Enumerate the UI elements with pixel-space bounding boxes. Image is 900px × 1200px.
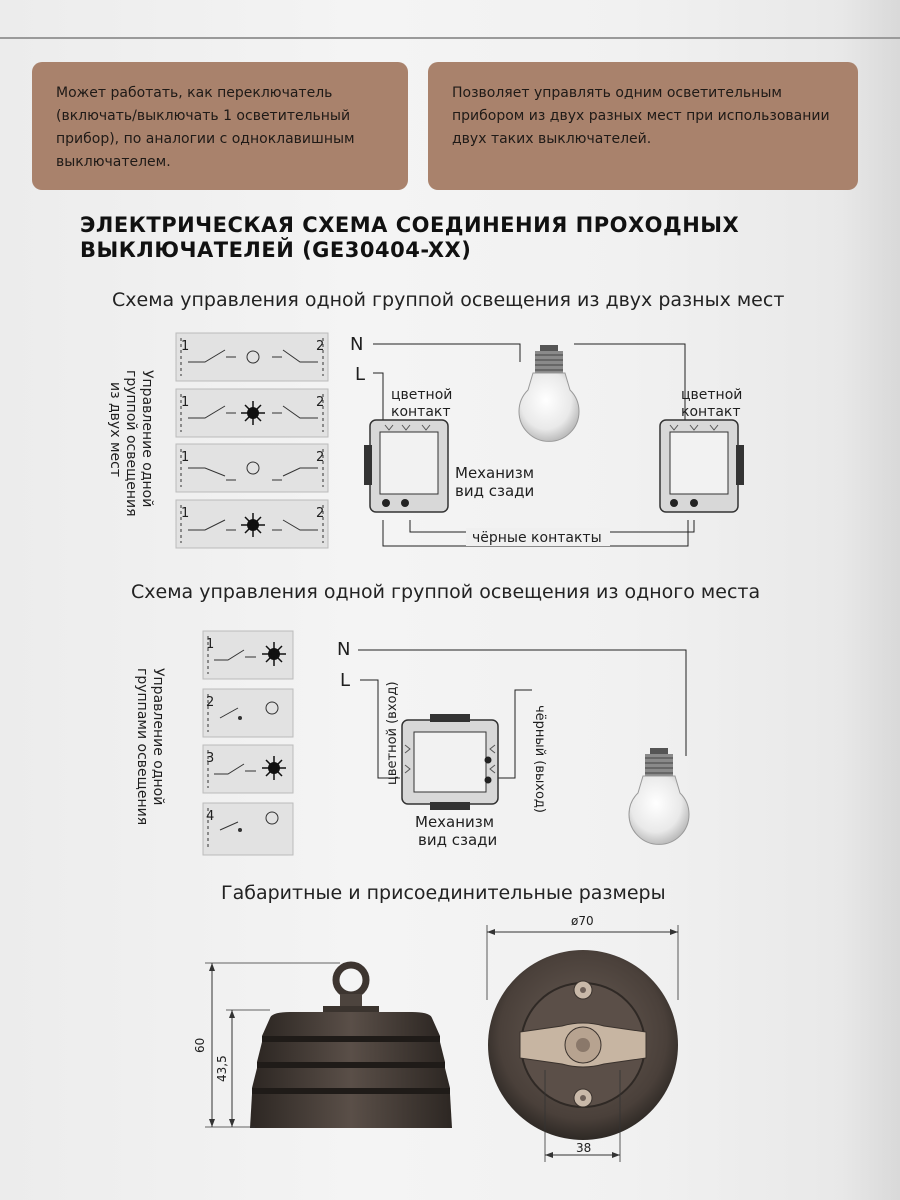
scheme1-panel-1-num-right: 2 [316,339,325,354]
dim-height-body-group [215,1055,229,1082]
scheme1-panel-4-num-left: 1 [181,506,190,521]
scheme1-colored-contact-right-2: контакт [681,404,741,420]
scheme1-title: Схема управления одной группой освещения из двух разных мест [112,289,785,311]
scheme2-panel-1-num: 1 [206,637,215,652]
scheme1-colored-contact-left-1: цветной [391,387,453,403]
dim-height-total-group [193,1038,207,1053]
scheme2-panel-4-num: 4 [206,809,215,824]
dimensions-top-view [487,925,678,1162]
scheme1-mechanism-label-2: вид сзади [455,482,535,500]
scheme2-panel-2 [203,689,293,737]
scheme1-mechanism-left [364,420,448,512]
scheme1-colored-contact-right-1: цветной [681,387,743,403]
scheme2-side-label [134,668,166,825]
callout-switch-mode-text: Может работать, как переключатель (включать/выключать 1 осветительный прибор), по аналогии с одноклавишным выключателем. [56,85,355,170]
scheme2-panel-4 [203,803,293,855]
scheme2-mechanism-label-1: Механизм [415,813,495,831]
dim-height-total: 60 [193,1037,207,1053]
scheme1-panel-4 [176,500,328,548]
scheme2-title: Схема управления одной группой освещения из одного места [131,581,761,603]
dimensions-title: Габаритные и присоединительные размеры [221,882,666,904]
scheme1-side-label [107,370,155,517]
scheme1-bulb [519,345,579,441]
scheme2-colored-in-label: цветной (вход) [385,681,400,785]
scheme1-mechanism-label-1: Механизм [455,464,535,482]
scheme2-black-out-label: чёрный (выход) [532,705,547,813]
scheme2-panel-2-num: 2 [206,695,215,710]
scheme2-side-label-line1: Управление одной [150,668,166,806]
section-heading: ЭЛЕКТРИЧЕСКАЯ СХЕМА СОЕДИНЕНИЯ ПРОХОДНЫХ ВЫКЛЮЧАТЕЛЕЙ (GE30404-XX) [80,213,740,262]
scheme1-terminal-l: L [355,364,366,385]
scheme1-panel-1-num-left: 1 [181,339,190,354]
scheme1-panel-2-num-right: 2 [316,395,325,410]
scheme1-terminal-n: N [350,334,364,355]
scheme2-side-label-line2: группами освещения [134,668,150,826]
scheme2-bulb [629,748,689,844]
scheme1-panel-3-num-left: 1 [181,450,190,465]
dim-height-body: 43,5 [215,1055,229,1082]
scheme2-panel-3-num: 3 [206,751,215,766]
scheme1-mechanism-right [660,420,744,512]
scheme1-panel-2 [176,389,328,437]
scheme1-panel-2-num-left: 1 [181,395,190,410]
dimensions-side-view [205,963,452,1128]
scheme1-black-contacts-label: чёрные контакты [472,530,602,546]
scheme2-black-out-group [532,705,547,813]
scheme1-side-label-line1: Управление одной [139,370,155,508]
callout-two-places-text: Позволяет управлять одним осветительным прибором из двух разных мест при использовании двух таких выключателей. [452,85,830,147]
dim-mount-width: 38 [576,1141,592,1155]
scheme2-mechanism [402,714,498,810]
scheme2-mechanism-label-2: вид сзади [418,831,498,849]
scheme1-side-label-line2: группой освещения [123,370,139,517]
scheme1-panel-1 [176,333,328,381]
scheme1-side-label-line3: из двух мест [107,382,123,477]
scheme1-panel-3-num-right: 2 [316,450,325,465]
scheme2-panel-3 [203,745,293,793]
scheme1-panel-3 [176,444,328,492]
scheme1-panel-4-num-right: 2 [316,506,325,521]
scheme2-panel-1 [203,631,293,679]
scheme2-terminal-l: L [340,670,351,691]
dim-diameter: ø70 [571,914,594,928]
scheme1-colored-contact-left-2: контакт [391,404,451,420]
scheme2-terminal-n: N [337,639,351,660]
scheme2-colored-in-group [385,681,400,785]
